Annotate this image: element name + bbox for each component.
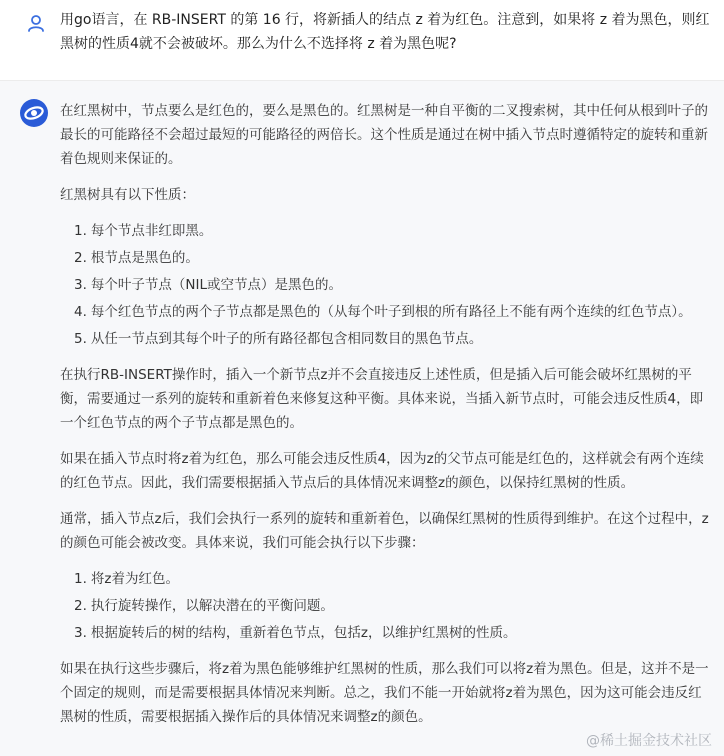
watermark: @稀土掘金技术社区 (586, 733, 712, 749)
list-item: 3. 根据旋转后的树的结构，重新着色节点，包括z，以维护红黑树的性质。 (74, 625, 517, 641)
list-item: 3. 每个叶子节点（NIL或空节点）是黑色的。 (74, 277, 342, 293)
user-message-text: 用go语言，在 RB-INSERT 的第 16 行，将新插人的结点 z 着为红色。注意到，如果将 z 着为黑色，则红黑树的性质4就不会被破坏。那么为什么不选择将 z 着为黑色呢? (60, 12, 710, 52)
paragraph-steps-intro: 通常，插入节点z后，我们会执行一系列的旋转和重新着色，以确保红黑树的性质得到维护。在这个过程中，z的颜色可能会被改变。具体来说，我们可能会执行以下步骤： (60, 511, 709, 551)
paragraph-intro: 在红黑树中，节点要么是红色的，要么是黑色的。红黑树是一种自平衡的二叉搜索树，其中任何从根到叶子的最长的可能路径不会超过最短的可能路径的两倍长。这个性质是通过在树中插入节点时遵循特定的旋转和重新着色规则来保证的。 (60, 103, 708, 167)
paragraph-conclusion: 如果在执行这些步骤后，将z着为黑色能够维护红黑树的性质，那么我们可以将z着为黑色。但是，这并不是一个固定的规则，而是需要根据具体情况来判断。总之，我们不能一开始就将z着为黑色，因为这可能会违反红黑树的性质，需要根据插入操作后的具体情况来调整z的颜色。 (60, 661, 709, 725)
paragraph-red-violation: 如果在插入节点时将z着为红色，那么可能会违反性质4，因为z的父节点可能是红色的，这样就会有两个连续的红色节点。因此，我们需要根据插入节点后的具体情况来调整z的颜色，以保持红黑树的性质。 (60, 451, 704, 491)
properties-list (60, 219, 710, 351)
assistant-message-text (60, 99, 710, 741)
paragraph-properties-heading: 红黑树具有以下性质： (60, 187, 195, 203)
assistant-logo-icon (20, 99, 48, 127)
assistant-message (0, 81, 724, 756)
list-item: 1. 每个节点非红即黑。 (74, 223, 213, 239)
list-item: 4. 每个红色节点的两个子节点都是黑色的（从每个叶子到根的所有路径上不能有两个连续的红色节点）。 (74, 304, 692, 320)
list-item: 1. 将z着为红色。 (74, 571, 179, 587)
user-message (0, 0, 724, 80)
user-icon (26, 13, 46, 33)
steps-list (60, 567, 710, 645)
list-item: 2. 根节点是黑色的。 (74, 250, 199, 266)
list-item: 5. 从任一节点到其每个叶子的所有路径都包含相同数目的黑色节点。 (74, 331, 483, 347)
paragraph-rb-insert: 在执行RB-INSERT操作时，插入一个新节点z并不会直接违反上述性质，但是插入后可能会破坏红黑树的平衡，需要通过一系列的旋转和重新着色来修复这种平衡。具体来说，当插入新节点时，可能会违反性质4，即一个红色节点的两个子节点都是黑色的。 (60, 367, 704, 431)
list-item: 2. 执行旋转操作，以解决潜在的平衡问题。 (74, 598, 334, 614)
